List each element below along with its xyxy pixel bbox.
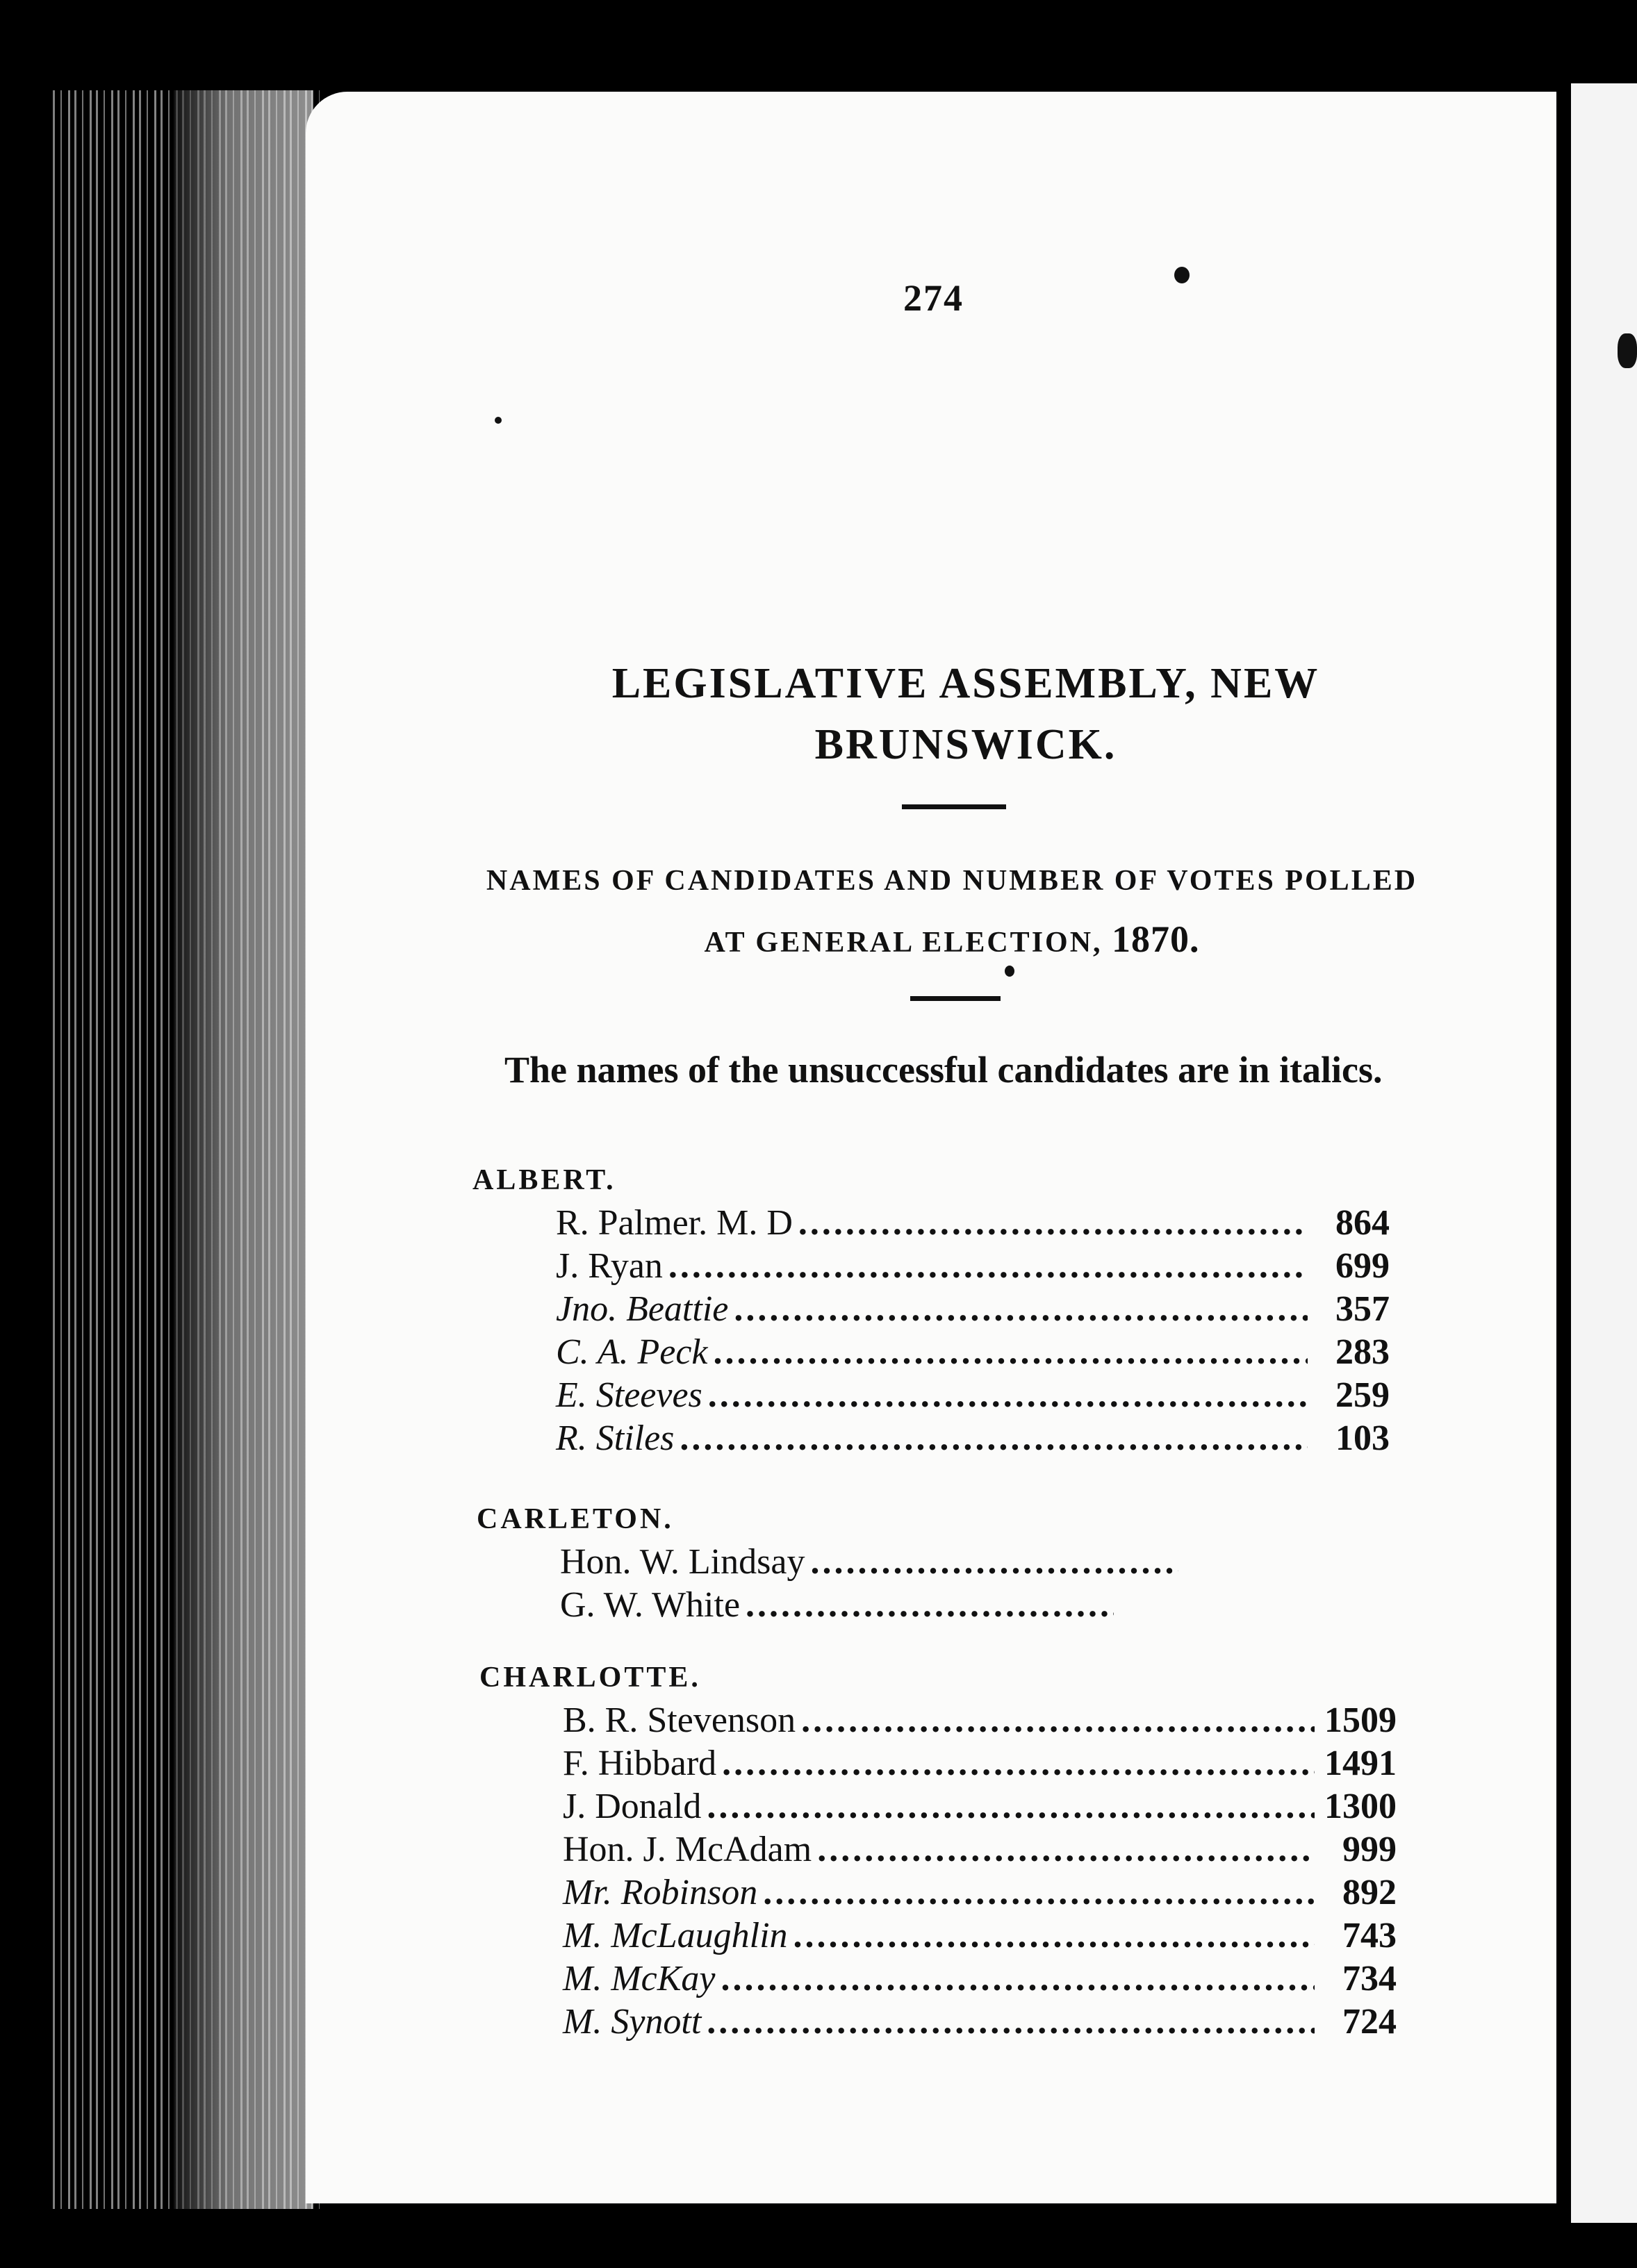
italics-note: The names of the unsuccessful candidates are in italics. xyxy=(504,1049,1383,1091)
book-gutter-shadow xyxy=(174,90,313,2209)
candidate-name: M. McLaughlin xyxy=(563,1916,788,1955)
candidate-row xyxy=(556,1417,1390,1460)
vote-count: 283 xyxy=(1335,1332,1390,1372)
candidate-row xyxy=(563,1742,1397,1785)
county-name: ALBERT. xyxy=(472,1164,616,1196)
vote-count: 1509 xyxy=(1324,1700,1397,1740)
candidate-name: M. McKay xyxy=(563,1959,716,1998)
candidate-name: Hon. W. Lindsay xyxy=(560,1542,805,1582)
candidate-name: Mr. Robinson xyxy=(563,1873,758,1912)
subtitle-line-1: NAMES OF CANDIDATES AND NUMBER OF VOTES POLLED xyxy=(486,865,1418,897)
vote-count: 724 xyxy=(1342,2002,1397,2042)
page-title xyxy=(514,653,1417,775)
subtitle xyxy=(445,852,1459,972)
leader-dots xyxy=(817,1828,1315,1871)
candidate-row xyxy=(560,1584,1394,1627)
candidate-name: M. Synott xyxy=(563,2002,702,2042)
candidate-row xyxy=(556,1374,1390,1417)
leader-dots xyxy=(746,1584,1114,1627)
leader-dots xyxy=(722,1742,1315,1785)
candidate-row xyxy=(560,1541,1394,1584)
divider xyxy=(902,804,1006,809)
subtitle-line-2 xyxy=(445,910,1459,972)
leader-dots xyxy=(801,1699,1315,1742)
page-number: 274 xyxy=(903,277,964,319)
vote-count: 892 xyxy=(1342,1873,1397,1912)
candidate-row xyxy=(563,2001,1397,2044)
vote-count: 743 xyxy=(1342,1916,1397,1955)
candidate-row xyxy=(563,1785,1397,1828)
vote-count: 1300 xyxy=(1324,1787,1397,1826)
leader-dots xyxy=(810,1541,1178,1584)
page-title-line-1: LEGISLATIVE ASSEMBLY, NEW xyxy=(611,660,1320,707)
vote-count: 103 xyxy=(1335,1418,1390,1458)
county-section-albert xyxy=(472,1159,1390,1460)
subtitle-line-2-text: AT GENERAL ELECTION, xyxy=(704,927,1103,959)
county-name: CARLETON. xyxy=(477,1503,674,1535)
candidate-row xyxy=(556,1245,1390,1288)
vote-count: 357 xyxy=(1335,1289,1390,1329)
candidate-name: R. Stiles xyxy=(556,1418,675,1458)
vote-count: 699 xyxy=(1335,1246,1390,1286)
candidate-row xyxy=(563,1914,1397,1957)
ink-speck xyxy=(1174,267,1190,283)
vote-count: 864 xyxy=(1335,1203,1390,1243)
leader-dots xyxy=(680,1417,1308,1460)
facing-page-edge xyxy=(1571,83,1637,2223)
candidate-name: Hon. J. McAdam xyxy=(563,1830,812,1869)
leader-dots xyxy=(798,1202,1308,1245)
leader-dots xyxy=(668,1245,1308,1288)
leader-dots xyxy=(714,1331,1308,1374)
vote-count: 1491 xyxy=(1324,1744,1397,1783)
candidate-name: F. Hibbard xyxy=(563,1744,717,1783)
candidate-name: E. Steeves xyxy=(556,1375,702,1415)
county-section-carleton xyxy=(477,1498,1394,1627)
candidate-name: B. R. Stevenson xyxy=(563,1700,796,1740)
candidate-row xyxy=(563,1871,1397,1914)
vote-count: 734 xyxy=(1342,1959,1397,1998)
candidate-row xyxy=(556,1331,1390,1374)
ink-speck xyxy=(1618,333,1637,368)
vote-count: 259 xyxy=(1335,1375,1390,1415)
leader-dots xyxy=(721,1957,1315,2001)
candidate-row xyxy=(563,1699,1397,1742)
candidate-name: G. W. White xyxy=(560,1585,741,1625)
ink-speck xyxy=(495,417,502,424)
vote-count: 999 xyxy=(1342,1830,1397,1869)
candidate-row xyxy=(563,1828,1397,1871)
leader-dots xyxy=(707,1785,1315,1828)
page-title-line-2: BRUNSWICK. xyxy=(814,721,1117,768)
candidate-name: Jno. Beattie xyxy=(556,1289,729,1329)
leader-dots xyxy=(763,1871,1315,1914)
divider xyxy=(910,996,1001,1001)
candidate-row xyxy=(556,1288,1390,1331)
county-section-charlotte xyxy=(479,1656,1397,2044)
candidate-row xyxy=(563,1957,1397,2001)
leader-dots xyxy=(707,2001,1315,2044)
candidate-name: C. A. Peck xyxy=(556,1332,708,1372)
candidate-name: J. Donald xyxy=(563,1787,702,1826)
candidate-row xyxy=(556,1202,1390,1245)
leader-dots xyxy=(793,1914,1315,1957)
candidate-name: J. Ryan xyxy=(556,1246,663,1286)
candidate-name: R. Palmer. M. D xyxy=(556,1203,793,1243)
leader-dots xyxy=(708,1374,1308,1417)
election-year: 1870. xyxy=(1112,918,1200,960)
leader-dots xyxy=(734,1288,1308,1331)
county-name: CHARLOTTE. xyxy=(479,1662,701,1694)
